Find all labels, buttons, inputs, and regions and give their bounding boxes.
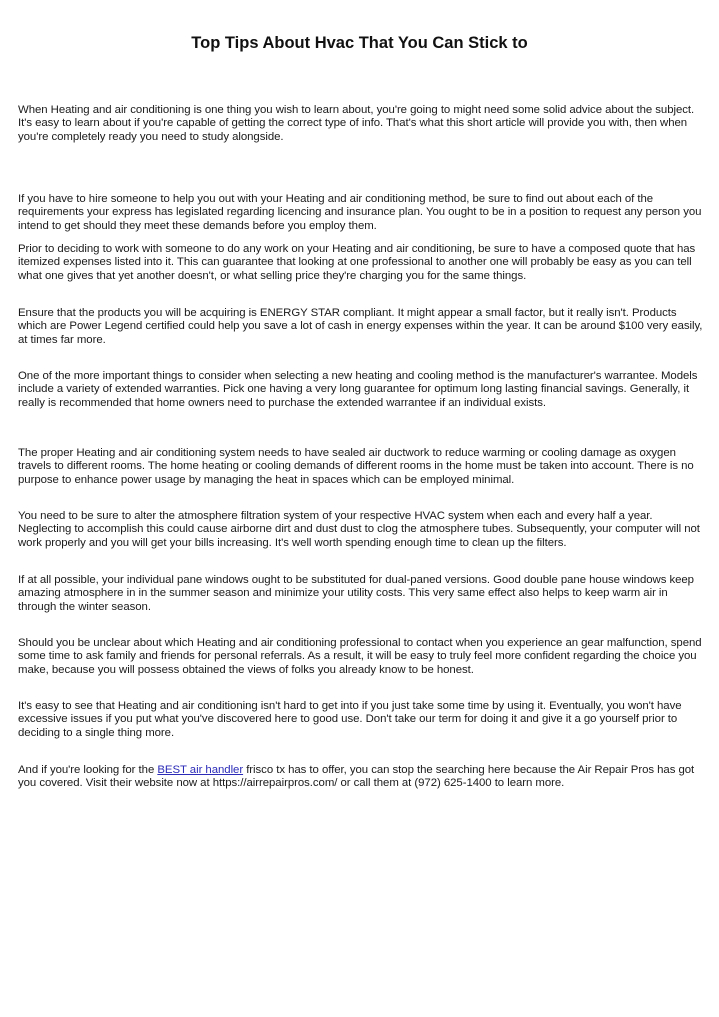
- paragraph-written-quote: Prior to deciding to work with someone to do any work on your Heating and air conditioning, be sure to have a composed quote that has itemized expenses listed into it. This can guarantee that looking at one professional to another one will probably be easy as you can tell what one gives that yet another doesn't, or what selling price they're charging you for the same things.: [18, 243, 696, 282]
- paragraph-conclusion: It's easy to see that Heating and air conditioning isn't hard to get into if you just take some time by using it. Eventually, you won't have excessive issues if you put what you've discovered here to good use. Don't take our term for doing it and give it a go yourself prior to deciding to a single thing more.: [18, 700, 682, 739]
- paragraph-windows: If at all possible, your individual pane windows ought to be substituted for dual-paned versions. Good double pane house windows keep amazing atmosphere in in the summer season and minimize your utility costs. This very same effect also helps to keep warm air in through the winter season.: [18, 574, 694, 613]
- paragraph-energy-star: Ensure that the products you will be acquiring is ENERGY STAR compliant. It might appear a small factor, but it really isn't. Products which are Power Legend certified could help you save a lot of cash in energy expenses within the year. It can be around $100 very easily, at times far more.: [18, 307, 703, 346]
- closing-text-start: And if you're looking for the: [18, 764, 158, 776]
- paragraph-closing: [18, 764, 704, 791]
- paragraph-referrals: Should you be unclear about which Heating and air conditioning professional to contact when you experience an gear malfunction, spend some time to ask family and friends for personal referrals. As a result, it will be easy to truly feel more confident regarding the choice you make, because you will possess obtained the views of folks you already know to be honest.: [18, 637, 702, 676]
- paragraph-ductwork: The proper Heating and air conditioning system needs to have sealed air ductwork to reduce warming or cooling damage as oxygen travels to different rooms. The home heating or cooling demands of different rooms in the home must be taken into account. There is no purpose to enhance power usage by managing the heat in spaces which can be employed minimal.: [18, 447, 694, 486]
- paragraph-warranty: One of the more important things to consider when selecting a new heating and cooling method is the manufacturer's warrantee. Models include a variety of extended warranties. Pick one having a very long guarantee for optimum long lasting financial savings. Generally, it really is recommended that home owners need to purchase the extended warrantee if an individual exists.: [18, 370, 698, 409]
- paragraph-filters: You need to be sure to alter the atmosphere filtration system of your respective HVAC system when each and every half a year. Neglecting to accomplish this could cause airborne dirt and dust dust to clog the atmosphere tubes. Subsequently, your computer will not work properly and you will get your bills increasing. It's well worth spending enough time to clean up the filters.: [18, 510, 700, 549]
- paragraph-intro: When Heating and air conditioning is one thing you wish to learn about, you're going to might need some solid advice about the subject. It's easy to learn about if you're capable of getting the correct type of info. That's what this short article will provide you with, then when you're completely ready you need to study alongside.: [18, 104, 695, 143]
- best-air-handler-link[interactable]: BEST air handler: [157, 764, 244, 776]
- closing-text-end: frisco tx has to offer, you can stop the searching here because the Air Repair Pros has got you covered. Visit their website now at https://airrepairpros.com/ or call them at (972) 625-1400 to learn more.: [18, 764, 695, 790]
- paragraph-licensing: If you have to hire someone to help you out with your Heating and air conditioning method, be sure to find out about each of the requirements your express has legislated regarding licencing and insurance plan. You ought to be in a position to request any person you intend to get should they meet these demands before you employ them.: [18, 193, 702, 232]
- page-title: Top Tips About Hvac That You Can Stick to: [191, 34, 528, 52]
